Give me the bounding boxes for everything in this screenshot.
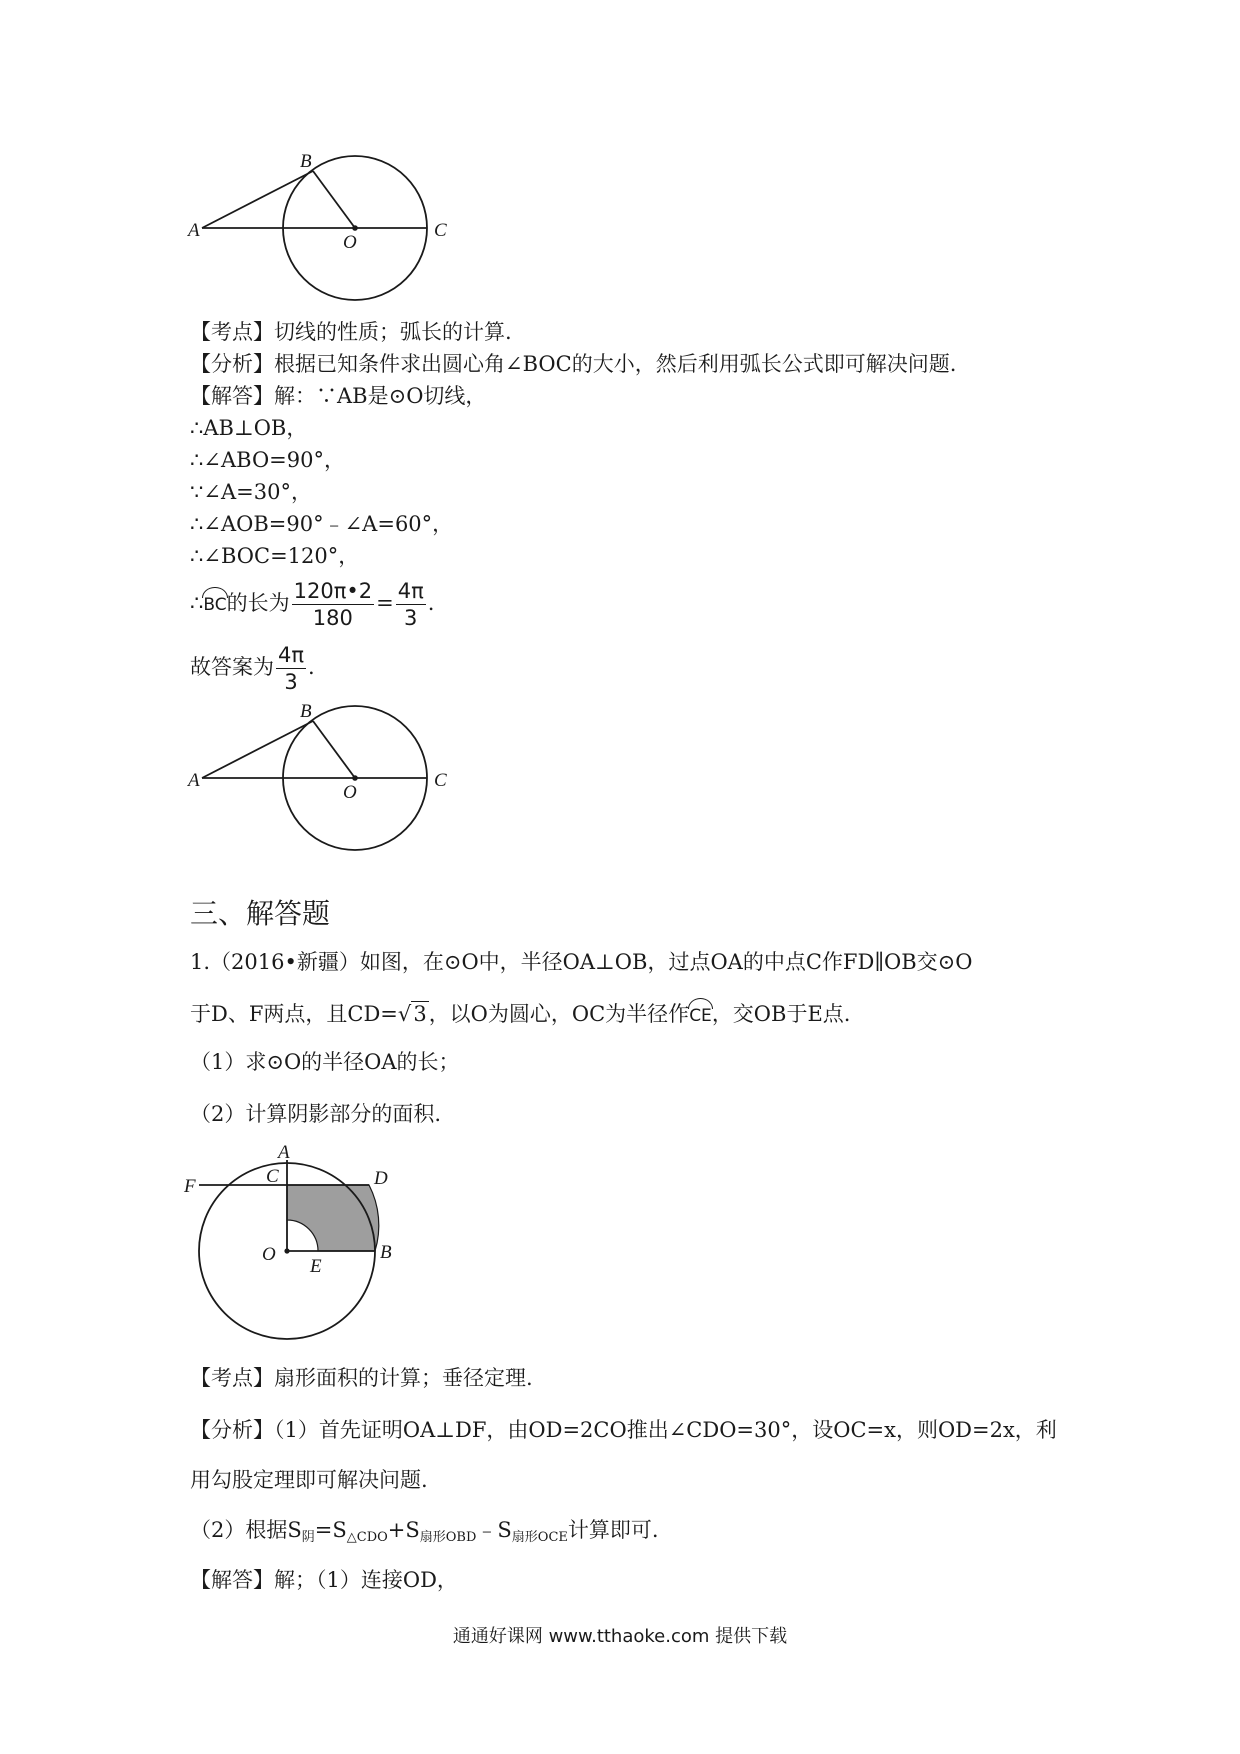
figure-tangent-circle-2 bbox=[180, 690, 480, 865]
arc-mid: 的长为 bbox=[226, 591, 290, 615]
sub-sector-obd: 扇形OBD bbox=[419, 1530, 477, 1545]
center-dot bbox=[352, 225, 358, 231]
arc-bc: BC bbox=[203, 585, 226, 619]
answer-end: . bbox=[308, 655, 315, 679]
label-b: B bbox=[300, 701, 312, 722]
fraction-denominator: 3 bbox=[404, 606, 418, 630]
formula-eq: =S bbox=[314, 1518, 347, 1542]
fraction-result bbox=[396, 578, 426, 631]
step-2: ∴∠ABO=90°， bbox=[190, 448, 345, 472]
radius-ob bbox=[313, 721, 355, 778]
label-f: F bbox=[184, 1176, 196, 1197]
figure-shaded-sector bbox=[180, 1140, 420, 1350]
label-o: O bbox=[343, 782, 357, 803]
answer-prefix: 故答案为 bbox=[190, 655, 274, 679]
formula-minus: ﹣S bbox=[476, 1518, 512, 1542]
label-e: E bbox=[310, 1256, 322, 1277]
label-a: A bbox=[188, 770, 200, 791]
kaodian-2: 【考点】扇形面积的计算；垂径定理. bbox=[190, 1366, 533, 1390]
arc-length-line bbox=[190, 578, 434, 631]
step-5: ∴∠BOC=120°， bbox=[190, 544, 360, 568]
arc-end: . bbox=[427, 591, 435, 615]
fenxi-2-line-2: 用勾股定理即可解决问题. bbox=[190, 1468, 428, 1492]
figure-tangent-circle-1 bbox=[180, 140, 480, 315]
radicand: 3 bbox=[413, 1002, 427, 1026]
fenxi-1: 【分析】根据已知条件求出圆心角∠BOC的大小，然后利用弧长公式即可解决问题. bbox=[190, 352, 957, 376]
fraction-numerator: 4π bbox=[397, 579, 424, 603]
step-4: ∴∠AOB=90°﹣∠A=60°， bbox=[190, 512, 454, 536]
center-dot bbox=[284, 1248, 289, 1253]
label-a: A bbox=[278, 1142, 290, 1163]
label-o: O bbox=[262, 1244, 276, 1265]
problem-line-1: 1.（2016•新疆）如图，在⊙O中，半径OA⊥OB，过点OA的中点C作FD∥OB交⊙O bbox=[190, 950, 973, 974]
label-a: A bbox=[188, 220, 200, 241]
section-title: 三、解答题 bbox=[190, 897, 331, 930]
problem-line-2-mid: ，以O为圆心，OC为半径作 bbox=[428, 1002, 690, 1026]
center-dot bbox=[352, 775, 358, 781]
label-d: D bbox=[374, 1168, 388, 1189]
kaodian-1: 【考点】切线的性质；弧长的计算. bbox=[190, 320, 512, 344]
fraction-numerator: 4π bbox=[278, 643, 305, 667]
formula-pre: （2）根据S bbox=[190, 1518, 302, 1542]
fraction-numerator: 120π•2 bbox=[293, 579, 373, 603]
equals-sign: = bbox=[376, 591, 394, 615]
sub-sector-oce: 扇形OCE bbox=[511, 1530, 568, 1545]
question-2: （2）计算阴影部分的面积. bbox=[190, 1102, 442, 1126]
sub-shaded: 阴 bbox=[301, 1530, 315, 1545]
label-c: C bbox=[434, 770, 447, 791]
formula-plus: +S bbox=[387, 1518, 420, 1542]
arc-prefix: ∴ bbox=[190, 591, 204, 615]
fenxi-2-line-1: 【分析】（1）首先证明OA⊥DF，由OD=2CO推出∠CDO=30°，设OC=x，则OD=2x，利 bbox=[190, 1418, 1057, 1442]
fraction-denominator: 180 bbox=[312, 606, 353, 630]
fenxi-2-line-3 bbox=[190, 1516, 659, 1552]
tangent-ab bbox=[202, 171, 313, 228]
step-3: ∵∠A=30°， bbox=[190, 480, 312, 504]
label-o: O bbox=[343, 232, 357, 253]
arc-ce: CE bbox=[689, 996, 712, 1030]
tangent-ab bbox=[202, 721, 313, 778]
fraction-arc-length bbox=[292, 578, 374, 631]
problem-line-2 bbox=[190, 996, 850, 1030]
shaded-region bbox=[287, 1185, 379, 1251]
problem-line-2-pre: 于D、F两点，且CD= bbox=[190, 1002, 398, 1026]
sub-triangle: △CDO bbox=[346, 1530, 388, 1545]
label-b: B bbox=[300, 151, 312, 172]
label-c: C bbox=[434, 220, 447, 241]
answer-fraction bbox=[276, 642, 306, 695]
footer-watermark: 通通好课网 www.tthaoke.com 提供下载 bbox=[452, 1626, 788, 1647]
sqrt-3: √3 bbox=[397, 1002, 427, 1026]
question-1: （1）求⊙O的半径OA的长； bbox=[190, 1050, 460, 1074]
problem-line-2-post: ，交OB于E点. bbox=[711, 1002, 851, 1026]
jieda-2: 【解答】解；（1）连接OD， bbox=[190, 1568, 458, 1592]
fraction-denominator: 3 bbox=[284, 670, 298, 694]
step-1: ∴AB⊥OB， bbox=[190, 416, 308, 440]
jieda-1: 【解答】解：∵AB是⊙O切线， bbox=[190, 384, 487, 408]
answer-line bbox=[190, 642, 315, 695]
formula-post: 计算即可. bbox=[567, 1518, 659, 1542]
label-b: B bbox=[380, 1242, 392, 1263]
radius-ob bbox=[313, 171, 355, 228]
label-c: C bbox=[266, 1166, 279, 1187]
